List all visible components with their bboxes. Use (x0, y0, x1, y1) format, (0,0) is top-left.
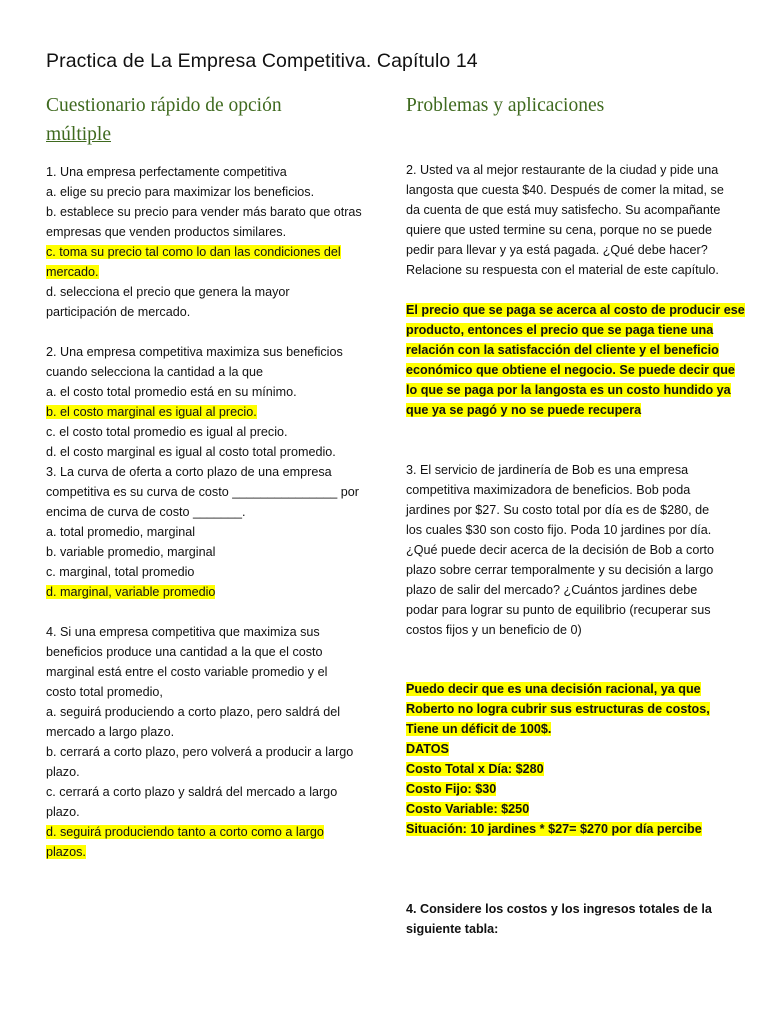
p2-line: Relacione su respuesta con el material de este capítulo. (406, 263, 719, 277)
q3-line: a. total promedio, marginal (46, 525, 196, 539)
p3-answer-highlight: Costo Total x Día: $280 (406, 762, 544, 776)
p3-answer-highlight: Situación: 10 jardines * $27= $270 por día percibe (406, 822, 702, 836)
p2-answer-highlight: El precio que se paga se acerca al costo de producir ese (406, 303, 745, 317)
p3-line: costos fijos y un beneficio de 0) (406, 623, 582, 637)
p3-line: plazo de salir del mercado? ¿Cuántos jardines debe (406, 583, 698, 597)
q4-line: a. seguirá produciendo a corto plazo, pero saldrá del (46, 705, 341, 719)
q3-answer-highlight: d. marginal, variable promedio (46, 585, 216, 599)
quiz-heading (46, 91, 282, 149)
q4-line: b. cerrará a corto plazo, pero volverá a producir a largo (46, 745, 354, 759)
q3-line: b. variable promedio, marginal (46, 545, 216, 559)
p3-line: competitiva maximizadora de beneficios. Bob poda (406, 483, 691, 497)
problem-4 (406, 899, 754, 939)
q3-line: 3. La curva de oferta a corto plazo de una empresa (46, 465, 332, 479)
p2-answer-highlight: que ya se pagó y no se puede recupera (406, 403, 642, 417)
p3-line: podar para lograr su punto de equilibrio (recuperar sus (406, 603, 711, 617)
q2-line: c. el costo total promedio es igual al precio. (46, 425, 288, 439)
p3-answer-highlight: Costo Variable: $250 (406, 802, 530, 816)
q4-line: 4. Si una empresa competitiva que maximiza sus (46, 625, 320, 639)
q2-line: 2. Una empresa competitiva maximiza sus beneficios (46, 345, 343, 359)
problem-3 (406, 460, 754, 640)
q2-answer-highlight: b. el costo marginal es igual al precio. (46, 405, 257, 419)
p3-line: plazo sobre cerrar temporalmente y su decisión a largo (406, 563, 714, 577)
q1-line: empresas que venden productos similares. (46, 225, 287, 239)
p2-answer-highlight: producto, entonces el precio que se paga tiene una (406, 323, 714, 337)
q1-answer-highlight: mercado. (46, 265, 99, 279)
quiz-heading-line1: Cuestionario rápido de opción (46, 95, 282, 116)
problems-heading-text: Problemas y aplicaciones (406, 95, 605, 116)
q1-line: a. elige su precio para maximizar los beneficios. (46, 185, 315, 199)
q3-line: encima de curva de costo _______. (46, 505, 246, 519)
p4-line: 4. Considere los costos y los ingresos totales de la (406, 902, 712, 916)
question-1 (46, 162, 376, 322)
p2-line: da cuenta de que está muy satisfecho. Su acompañante (406, 203, 721, 217)
q4-line: marginal está entre el costo variable promedio y el (46, 665, 328, 679)
p2-line: langosta que cuesta $40. Después de comer la mitad, se (406, 183, 724, 197)
page-title: Practica de La Empresa Competitiva. Capítulo 14 (46, 50, 478, 72)
p2-line: pedir para llevar y ya está pagada. ¿Qué debe hacer? (406, 243, 708, 257)
q4-answer-highlight: d. seguirá produciendo tanto a corto como a largo (46, 825, 324, 839)
q2-line: d. el costo marginal es igual al costo total promedio. (46, 445, 336, 459)
q1-line: 1. Una empresa perfectamente competitiva (46, 165, 287, 179)
problem-2-answer (406, 300, 754, 420)
p2-line: 2. Usted va al mejor restaurante de la ciudad y pide una (406, 163, 719, 177)
q4-answer-highlight: plazos. (46, 845, 86, 859)
q4-line: plazo. (46, 805, 80, 819)
problems-heading (406, 91, 604, 120)
q4-line: c. cerrará a corto plazo y saldrá del mercado a largo (46, 785, 338, 799)
q4-line: plazo. (46, 765, 80, 779)
problem-2 (406, 160, 754, 280)
p2-answer-highlight: económico que obtiene el negocio. Se puede decir que (406, 363, 735, 377)
p3-line: jardines por $27. Su costo total por día es de $280, de (406, 503, 710, 517)
q2-line: a. el costo total promedio está en su mínimo. (46, 385, 297, 399)
question-2 (46, 342, 376, 462)
p3-answer-highlight: Tiene un déficit de 100$. (406, 722, 552, 736)
p2-line: quiere que usted termine su cena, porque no se puede (406, 223, 712, 237)
q1-line: participación de mercado. (46, 305, 191, 319)
p2-answer-highlight: relación con la satisfacción del cliente y el beneficio (406, 343, 719, 357)
p2-answer-highlight: lo que se paga por la langosta es un costo hundido ya (406, 383, 731, 397)
p3-answer-highlight: DATOS (406, 742, 449, 756)
q2-line: cuando selecciona la cantidad a la que (46, 365, 264, 379)
q3-line: c. marginal, total promedio (46, 565, 195, 579)
question-3 (46, 462, 376, 602)
p3-line: los cuales $30 son costo fijo. Poda 10 jardines por día. (406, 523, 712, 537)
p3-answer-highlight: Roberto no logra cubrir sus estructuras de costos, (406, 702, 710, 716)
q1-line: b. establece su precio para vender más barato que otras (46, 205, 362, 219)
q1-line: d. selecciona el precio que genera la mayor (46, 285, 290, 299)
quiz-heading-line2: múltiple (46, 124, 111, 145)
p3-answer-highlight: Puedo decir que es una decisión racional, ya que (406, 682, 701, 696)
question-4 (46, 622, 376, 862)
p4-line: siguiente tabla: (406, 922, 499, 936)
p3-line: ¿Qué puede decir acerca de la decisión de Bob a corto (406, 543, 715, 557)
q4-line: costo total promedio, (46, 685, 163, 699)
q3-line: competitiva es su curva de costo _______________ por (46, 485, 359, 499)
p3-line: 3. El servicio de jardinería de Bob es una empresa (406, 463, 689, 477)
q4-line: mercado a largo plazo. (46, 725, 175, 739)
q1-answer-highlight: c. toma su precio tal como lo dan las condiciones del (46, 245, 341, 259)
p3-answer-highlight: Costo Fijo: $30 (406, 782, 497, 796)
problem-3-answer (406, 679, 754, 839)
q4-line: beneficios produce una cantidad a la que el costo (46, 645, 323, 659)
